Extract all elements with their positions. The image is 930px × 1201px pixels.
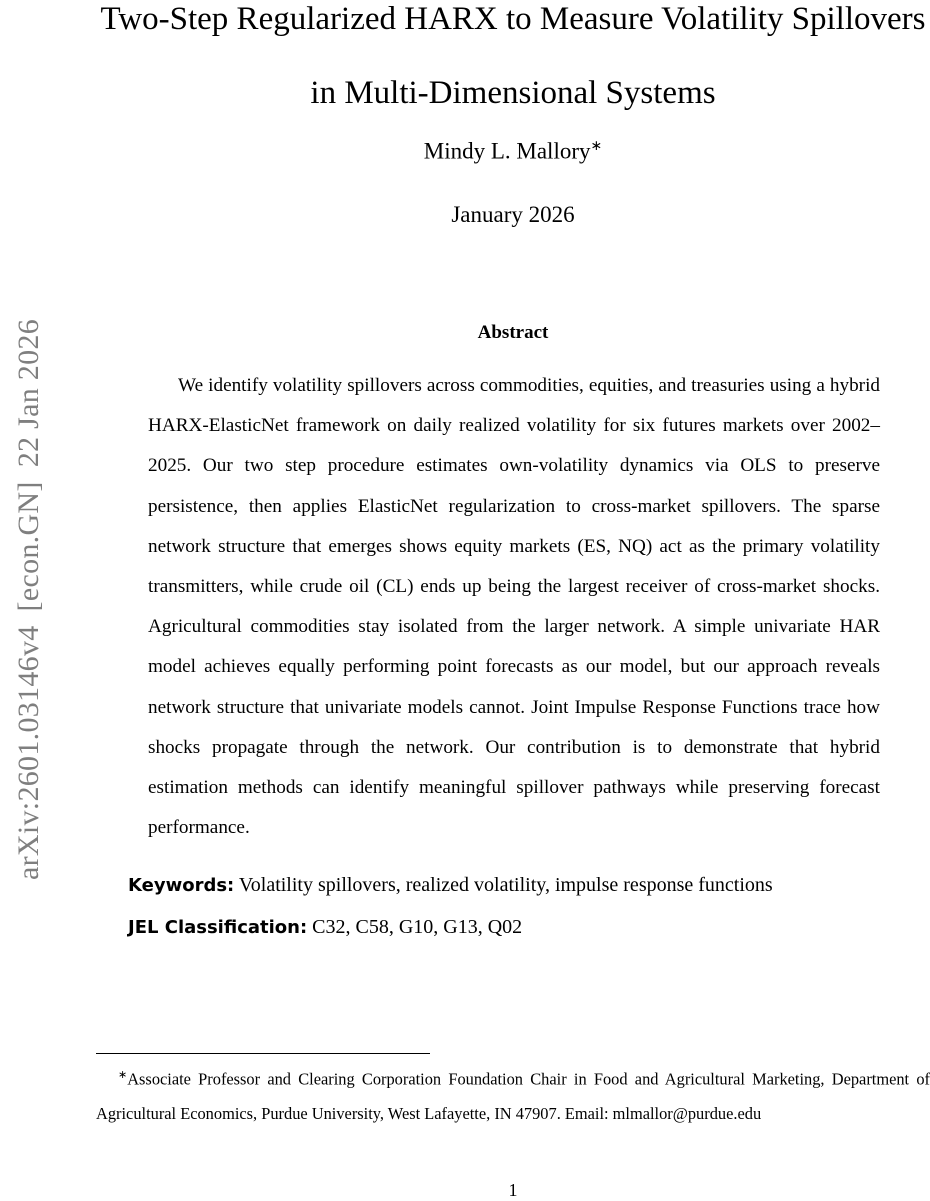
- jel-line: [128, 916, 522, 939]
- footnote-mark: ∗: [118, 1069, 128, 1081]
- paper-title: Two-Step Regularized HARX to Measure Volatility Spillovers in Multi-Dimensional Systems: [100, 1, 926, 111]
- jel-label: JEL Classification:: [128, 917, 308, 938]
- footnote: [96, 1058, 930, 1131]
- footnote-text: Associate Professor and Clearing Corporation Foundation Chair in Food and Agricultural Marketing, Department of Agricultural Economics, Purdue University, West Lafayette, IN 47907. Email: mlmallor@purdue.edu: [96, 1069, 930, 1124]
- jel-value: C32, C58, G10, G13, Q02: [312, 916, 523, 938]
- arxiv-category: [econ.GN]: [12, 481, 45, 612]
- paper-date: January 2026: [451, 202, 575, 227]
- keywords-value: Volatility spillovers, realized volatility, impulse response functions: [238, 874, 773, 896]
- arxiv-stamp: [12, 240, 52, 880]
- author-footnote-mark: ∗: [590, 139, 603, 154]
- arxiv-id: arXiv:2601.03146v4: [12, 625, 45, 880]
- arxiv-date: 22 Jan 2026: [12, 319, 45, 468]
- abstract-text: We identify volatility spillovers across commodities, equities, and treasuries using a hybrid HARX-ElasticNet framework on daily realized volatility for six futures markets over 2002–2025. Our two step procedure estimates own-volatility dynamics via OLS to preserve persistence, then applies ElasticNet regularization to cross-market spillovers. The sparse network structure that emerges shows equity markets (ES, NQ) act as the primary volatility transmitters, while crude oil (CL) ends up being the largest receiver of cross-market shocks. Agricultural commodities stay isolated from the larger network. A simple univariate HAR model achieves equally performing point forecasts as our model, but our approach reveals network structure that univariate models cannot. Joint Impulse Response Functions trace how shocks propagate through the network. Our contribution is to demonstrate that hybrid estimation methods can identify meaningful spillover pathways while preserving forecast performance.: [148, 375, 880, 839]
- author-name: Mindy L. Mallory: [423, 138, 591, 164]
- keywords-line: [128, 874, 773, 897]
- abstract-heading: Abstract: [477, 322, 549, 343]
- author-line: [96, 138, 930, 165]
- keywords-label: Keywords:: [128, 875, 235, 896]
- page-number: 1: [508, 1180, 518, 1200]
- footnote-rule: [96, 1053, 430, 1054]
